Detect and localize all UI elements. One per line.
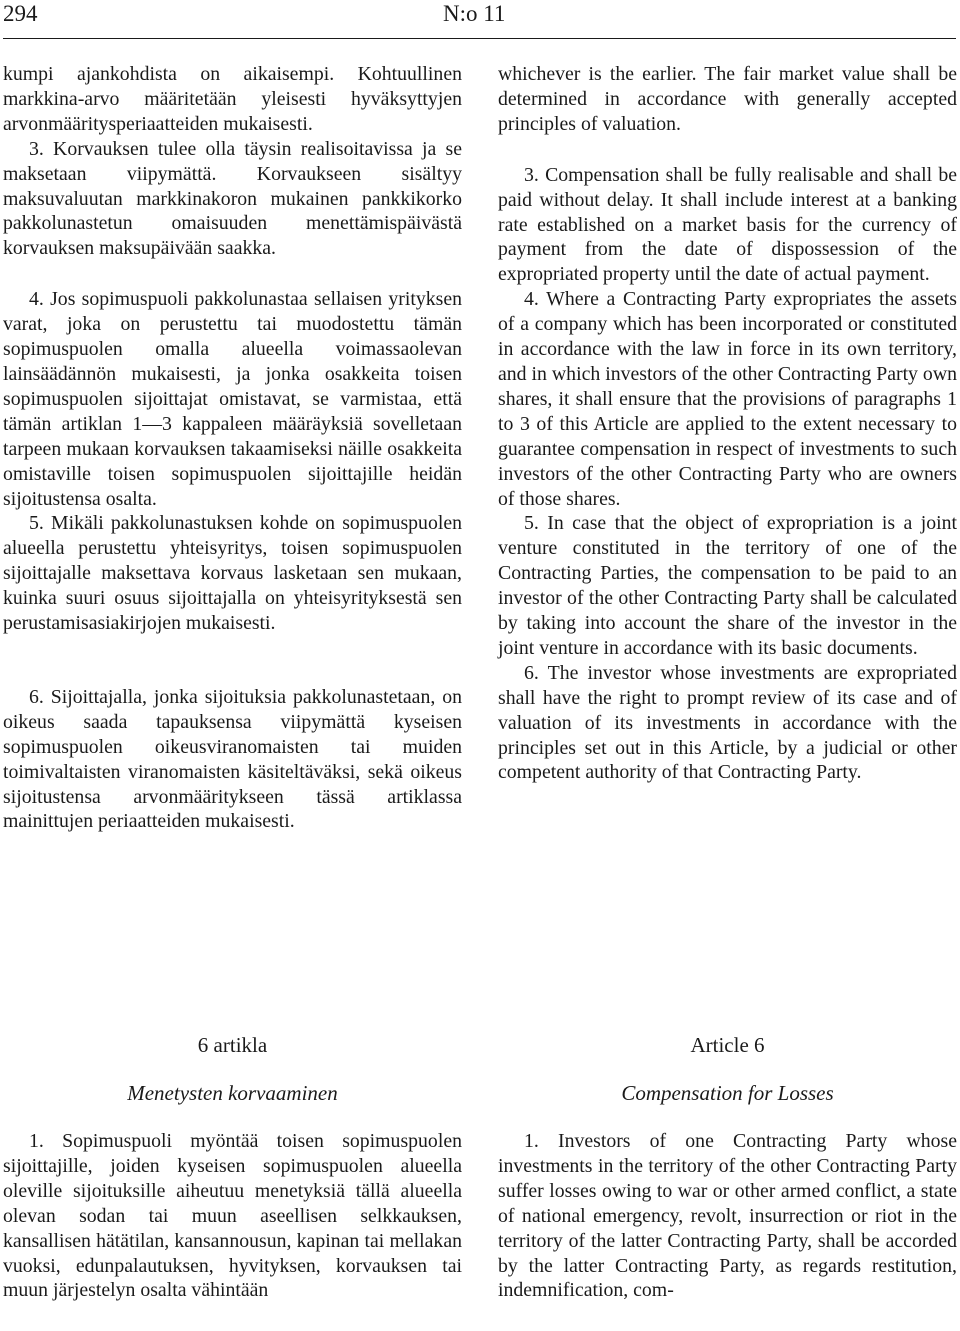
en-article-paragraph-1: 1. Investors of one Contracting Party whose investments in the territory of the other Contracting Party suffer losses owing to war or other armed conflict, a state of national emergency, revolt, insurrection or riot in the territory of the latter Contracting Party, shall be accorded by the latter Contracting Party, as regards restitution, indemnification, com- — [498, 1130, 957, 1302]
en-article-heading: Article 6 — [690, 1033, 765, 1057]
english-article-column — [498, 1129, 957, 1303]
document-number: N:o 11 — [443, 1, 506, 26]
fi-article-paragraph-1: 1. Sopimuspuoli myöntää toisen sopimuspuolen sijoittajille, joiden kyseisen sopimuspuolen alueella oleville sijoituksille aiheutuu menetyksiä tällä alueella olevan sodan tai muun aseellisen selkkauksen, kansallisen hätätilan, kansannousun, kapinan tai mellakan vuoksi, edunpalautuksen, hyvityksen, korvauksen tai muun järjestelyn osalta vähintään — [3, 1130, 462, 1302]
english-top-column — [498, 62, 957, 785]
en-paragraph-4: 4. Where a Contracting Party expropriates the assets of a company which has been incorporated or constituted in accordance with the law in force in its own territory, and in which investors of the other Contracting Party own shares, it shall ensure that the provisions of paragraphs 1 to 3 of this Article are applied to the extent necessary to guarantee compensation in respect of investments to such investors of the other Contracting Party who are owners of those shares. — [498, 288, 957, 510]
en-paragraph-6: 6. The investor whose investments are expropriated shall have the right to prompt review of its case and of valuation of its investments in accordance with the principles set out in this Article, by a judicial or other competent authority of that Contracting Party. — [498, 661, 957, 784]
fi-article-heading: 6 artikla — [197, 1033, 268, 1057]
fi-paragraph-6: 6. Sijoittajalla, jonka sijoituksia pakkolunastetaan, on oikeus saada tapauksensa viipymättä kyseisen sopimuspuolen oikeusviranomaisten tai muiden toimivaltaisten viranomaisten käsiteltäväksi, sekä oikeus sijoitustensa arvonmääritykseen tässä artiklassa mainittujen periaatteiden mukaisesti. — [3, 685, 462, 833]
finnish-top-column — [3, 62, 462, 834]
en-paragraph-continuation: whichever is the earlier. The fair market value shall be determined in accordance with generally accepted principles of valuation. — [498, 63, 957, 135]
en-article-subtitle: Compensation for Losses — [621, 1081, 834, 1105]
finnish-article-column — [3, 1129, 462, 1303]
fi-paragraph-4: 4. Jos sopimuspuoli pakkolunastaa sellaisen yrityksen varat, joka on perustettu tai muodostettu tämän sopimuspuolen omalla alueella voimassaolevan lainsäädännön mukaisesti, ja jonka osakkeita toisen sopimuspuolen sijoittajat omistavat, se varmistaa, että tämän artiklan 1—3 kappaleen määräyksiä sovelletaan tarpeen mukaan korvauksen takaamiseksi näille osakkeita omistaville toisen sopimuspuolen sijoittajille heidän sijoitustensa osalta. — [3, 288, 462, 510]
header-rule — [3, 38, 956, 39]
fi-paragraph-continuation: kumpi ajankohdista on aikaisempi. Kohtuullinen markkina-arvo määritetään yleisesti hyväksyttyjen arvonmääritysperiaatteiden mukaisesti. — [3, 63, 462, 135]
en-paragraph-5: 5. In case that the object of expropriation is a joint venture constituted in the territory of one of the Contracting Parties, the compensation to be paid to an investor of the other Contracting Party shall be calculated by taking into account the share of the investor in the joint venture in accordance with its basic documents. — [498, 512, 957, 659]
page-number: 294 — [3, 1, 38, 26]
fi-article-subtitle: Menetysten korvaaminen — [127, 1081, 338, 1105]
fi-paragraph-5: 5. Mikäli pakkolunastuksen kohde on sopimuspuolen alueella perustettu yhteisyritys, toisen sopimuspuolen sijoittajalle maksettava korvaus lasketaan sen mukaan, kuinka suuri osuus sijoittajalla on yhteisyrityksestä sen perustamisasiakirjojen mukaisesti. — [3, 512, 462, 635]
fi-paragraph-3: 3. Korvauksen tulee olla täysin realisoitavissa ja se maksetaan viipymättä. Korvaukseen sisältyy maksuvaluutan markkinakoron mukainen pankkikorko pakkolunastetun omaisuuden menettämispäivästä korvauksen maksupäivään saakka. — [3, 137, 462, 260]
en-paragraph-3: 3. Compensation shall be fully realisable and shall be paid without delay. It shall include interest at a banking rate established on a market basis for the currency of payment from the date of dispossession of the expropriated property until the date of actual payment. — [498, 163, 957, 286]
